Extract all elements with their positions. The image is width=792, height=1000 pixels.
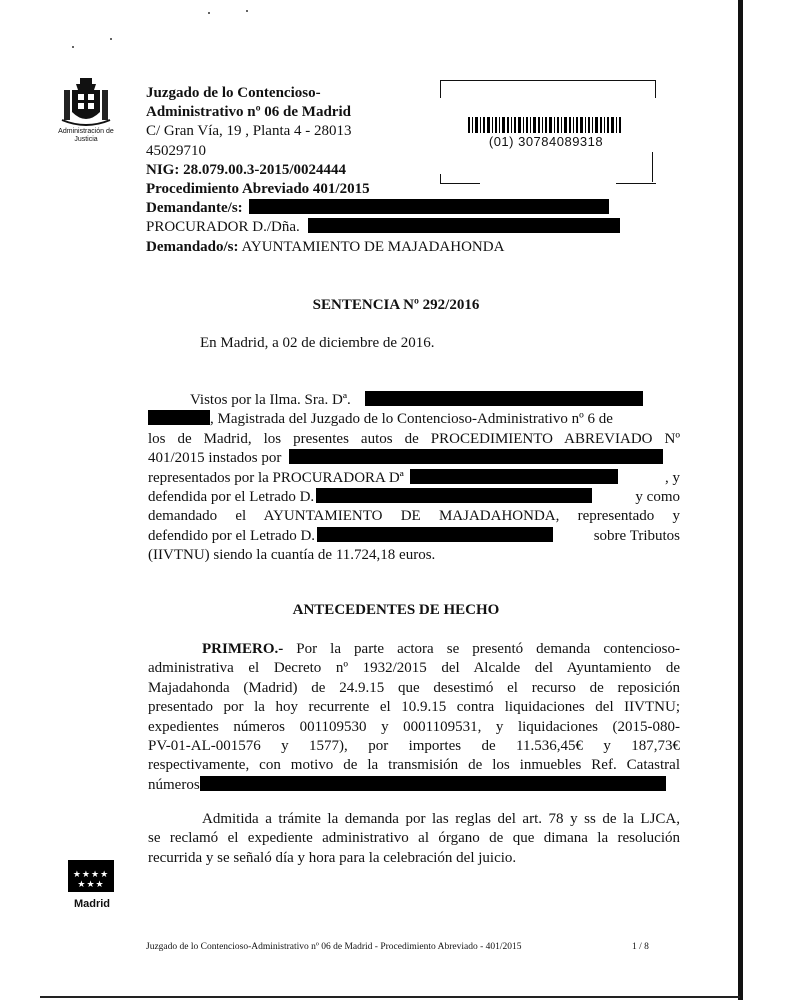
defendant-label: Demandado/s: [146,238,239,255]
procurador-label: PROCURADOR D./Dña. [146,219,300,236]
primero-line: PV-01-AL-001576 y 1577), por importes de 11.536,45€ y 187,73€ [148,738,680,755]
redaction-bar [365,391,643,406]
intro-line: Vistos por la Ilma. Sra. Dª. [190,392,351,408]
footer-text: Juzgado de lo Contencioso-Administrativo nº 06 de Madrid - Procedimiento Abreviado - 401/2015 [146,942,522,952]
intro-line: y como [635,489,680,506]
nig-number: NIG: 28.079.00.3-2015/0024444 [146,161,346,178]
redaction-bar [200,776,666,791]
redaction-bar [316,488,592,503]
procedure-number: Procedimiento Abreviado 401/2015 [146,181,370,198]
intro-line: los de Madrid, los presentes autos de PROCEDIMIENTO ABREVIADO Nº [148,430,680,447]
primero-paragraph [148,640,680,795]
redaction-bar [289,449,663,464]
primero-line: Majadahonda (Madrid) de 24.9.15 que desestimó el recurso de reposición [148,679,680,696]
court-name-line2: Administrativo nº 06 de Madrid [146,104,351,121]
intro-line: sobre Tributos [593,527,680,544]
redaction-bar [410,469,618,484]
intro-paragraph [148,391,680,566]
court-address: C/ Gran Vía, 19 , Planta 4 - 28013 [146,123,352,140]
admitida-line: se reclamó el expediente administrativo al órgano de que dimana la resolución [148,830,680,847]
madrid-logo-icon: ★★★★ ★★★ [68,860,114,892]
primero-line: administrativa el Decreto nº 1932/2015 del Alcalde del Ayuntamiento de [148,660,680,677]
intro-line: , y [665,469,680,486]
admitida-line: recurrida y se señaló día y hora para la celebración del juicio. [148,849,517,866]
intro-line: , Magistrada del Juzgado de lo Contencioso-Administrativo nº 6 de [210,411,613,428]
intro-line: representados por la PROCURADORA Dª [148,469,404,486]
scan-speck [246,10,248,12]
redaction-bar [317,527,553,542]
scan-speck [208,12,210,14]
scan-right-border [738,0,743,1000]
intro-line: demandado el AYUNTAMIENTO DE MAJADAHONDA, representado y [148,508,680,525]
redaction-bar [308,218,620,233]
scan-speck [72,46,74,48]
intro-line: defendido por el Letrado D. [148,527,316,544]
intro-line: defendida por el Letrado D. [148,489,315,506]
section-title: ANTECEDENTES DE HECHO [292,602,500,618]
primero-line: respectivamente, con motivo de la transmisión de los inmuebles Ref. Catastral [148,757,680,774]
redaction-bar [148,410,210,425]
page-number: 1 / 8 [632,942,649,952]
primero-line: Por la parte actora se presentó demanda contencioso- [296,641,680,657]
sentence-title: SENTENCIA Nº 292/2016 [312,297,480,313]
admitida-paragraph [148,810,680,868]
court-code: 45029710 [146,142,206,159]
primero-line: números [148,776,200,793]
madrid-logo-label: Madrid [73,898,111,910]
admitida-line: Admitida a trámite la demanda por las reglas del art. 78 y ss de la LJCA, [202,811,680,827]
intro-line: 401/2015 instados por [148,450,282,467]
scan-speck [110,38,112,40]
plaintiff-label: Demandante/s: [146,200,243,217]
scan-bottom-edge [40,996,740,998]
primero-line: expedientes números 001109530 y 0001109531, y liquidaciones (2015-080- [148,718,680,735]
primero-label: PRIMERO.- [202,641,284,657]
date-line: En Madrid, a 02 de diciembre de 2016. [200,335,435,351]
barcode-number: (01) 30784089318 [488,134,604,149]
defendant-value: AYUNTAMIENTO DE MAJADAHONDA [241,238,505,255]
case-header [146,84,505,257]
crest-caption: Administración de Justicia [58,128,114,143]
barcode-icon [468,117,622,133]
intro-line: (IIVTNU) siendo la cuantía de 11.724,18 euros. [148,547,436,564]
court-name-line1: Juzgado de lo Contencioso- [146,85,321,101]
primero-line: presentado por la hoy recurrente el 10.9.15 contra liquidaciones del IIVTNU; [148,699,680,716]
redaction-bar [249,199,609,214]
